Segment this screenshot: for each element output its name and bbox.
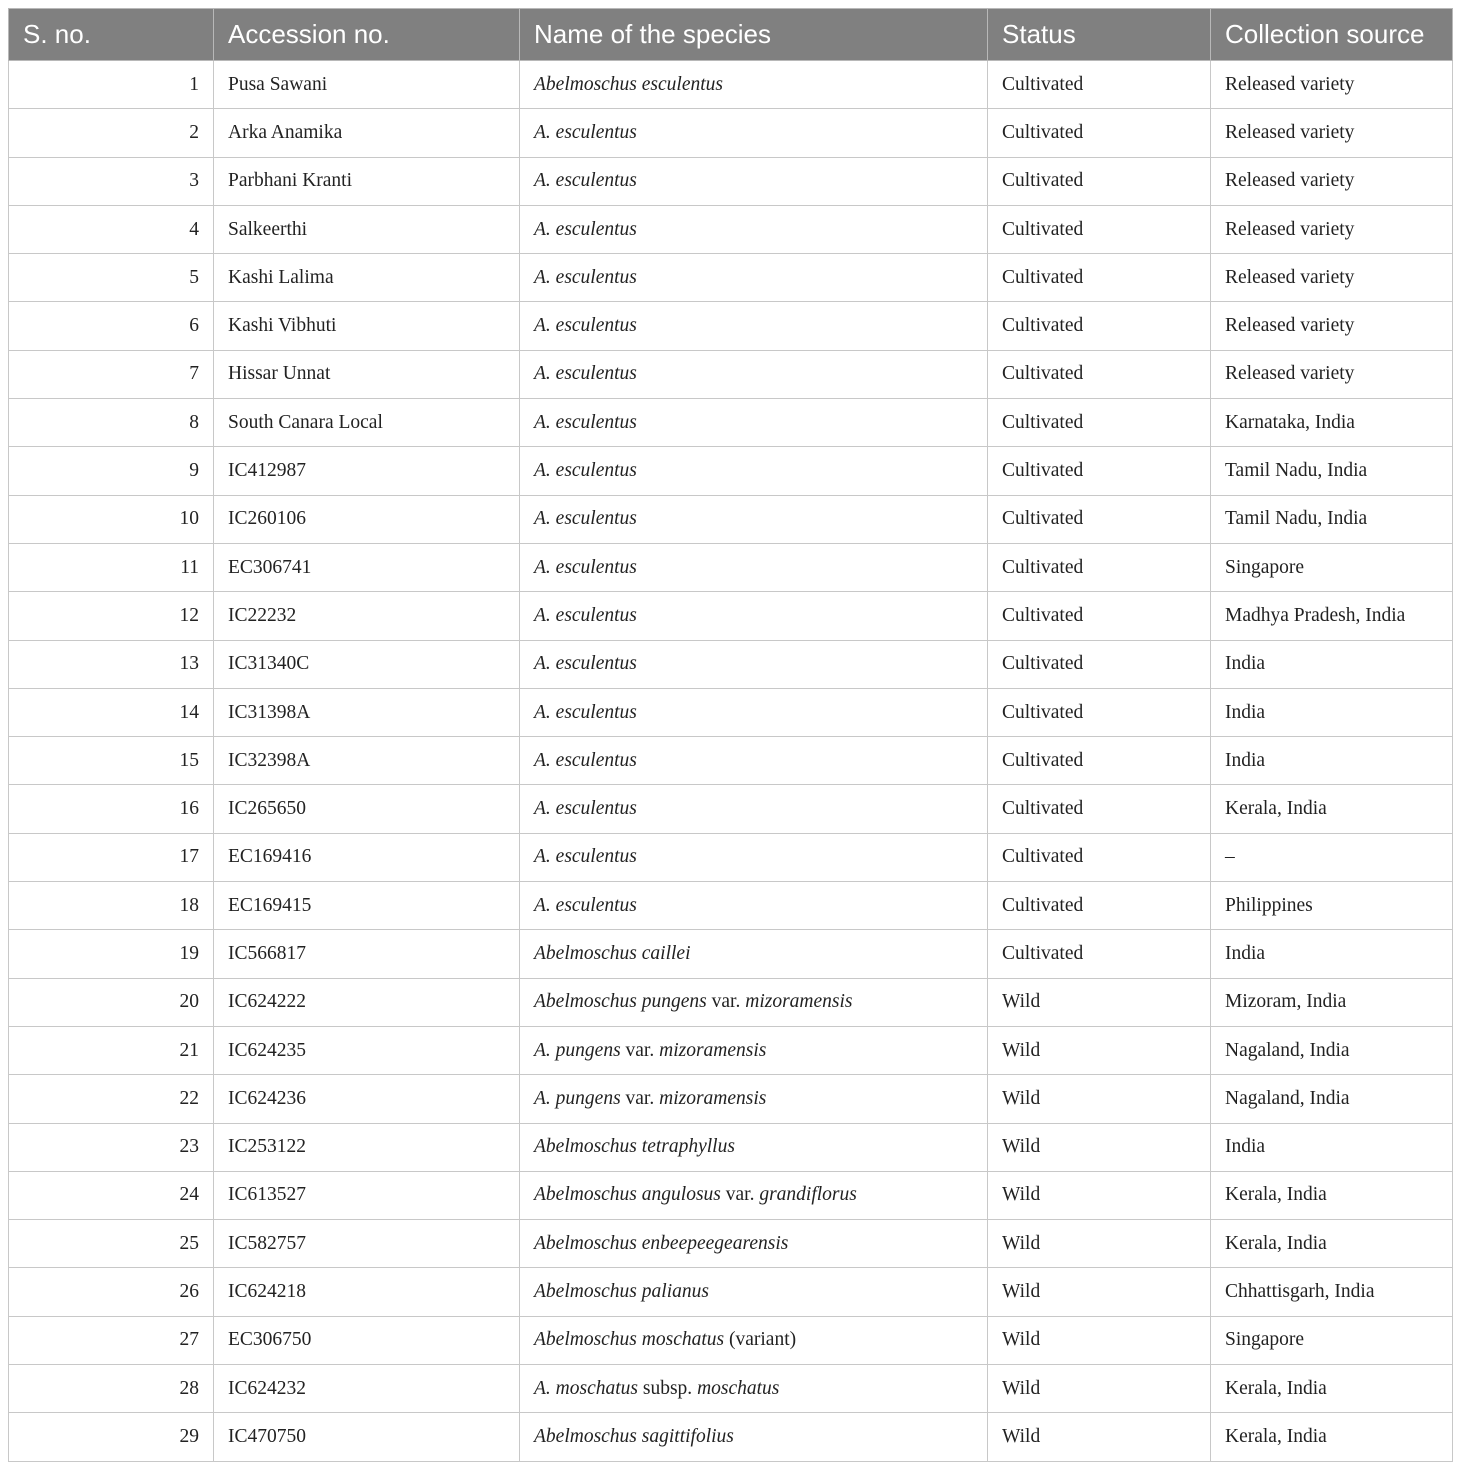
species-name-italic: Abelmoschus tetraphyllus — [534, 1136, 735, 1158]
species-name-italic: Abelmoschus pungens — [534, 991, 707, 1013]
cell-species — [520, 833, 988, 881]
table-row — [9, 302, 1453, 350]
table-body — [9, 61, 1453, 1462]
cell-accession: IC624222 — [214, 978, 520, 1026]
species-name-italic: A. esculentus — [534, 266, 637, 288]
cell-source: India — [1211, 737, 1453, 785]
cell-accession: IC253122 — [214, 1123, 520, 1171]
species-name-italic: A. esculentus — [534, 411, 637, 433]
cell-accession: EC306750 — [214, 1316, 520, 1364]
cell-accession: Kashi Vibhuti — [214, 302, 520, 350]
cell-source: Released variety — [1211, 61, 1453, 109]
cell-species — [520, 350, 988, 398]
cell-source: Released variety — [1211, 157, 1453, 205]
species-name-italic: A. moschatus — [534, 1377, 638, 1399]
cell-source: Kerala, India — [1211, 1413, 1453, 1461]
table-row — [9, 592, 1453, 640]
cell-species — [520, 930, 988, 978]
species-qualifier: var. — [620, 1039, 660, 1061]
species-name-italic: A. esculentus — [534, 556, 637, 578]
table-row — [9, 785, 1453, 833]
cell-species — [520, 592, 988, 640]
cell-species — [520, 543, 988, 591]
cell-species — [520, 1220, 988, 1268]
cell-status: Cultivated — [988, 302, 1211, 350]
cell-species — [520, 495, 988, 543]
cell-status: Cultivated — [988, 543, 1211, 591]
table-row — [9, 495, 1453, 543]
species-name-italic: Abelmoschus caillei — [534, 942, 691, 964]
cell-status: Cultivated — [988, 205, 1211, 253]
cell-accession: IC265650 — [214, 785, 520, 833]
table-row — [9, 205, 1453, 253]
species-name-italic: mizoramensis — [745, 991, 853, 1013]
table-row — [9, 688, 1453, 736]
cell-sno: 11 — [9, 543, 214, 591]
cell-source: Tamil Nadu, India — [1211, 447, 1453, 495]
cell-source: Chhattisgarh, India — [1211, 1268, 1453, 1316]
cell-status: Cultivated — [988, 447, 1211, 495]
cell-status: Cultivated — [988, 592, 1211, 640]
table-header — [9, 9, 1453, 61]
species-name-italic: A. esculentus — [534, 315, 637, 337]
species-name-italic: Abelmoschus enbeepeegearensis — [534, 1232, 789, 1254]
species-name-italic: Abelmoschus esculentus — [534, 73, 724, 95]
cell-accession: IC31398A — [214, 688, 520, 736]
table-row — [9, 399, 1453, 447]
cell-status: Cultivated — [988, 688, 1211, 736]
table-row — [9, 1026, 1453, 1074]
species-name-italic: A. esculentus — [534, 121, 637, 143]
cell-accession: IC31340C — [214, 640, 520, 688]
cell-accession: EC169415 — [214, 882, 520, 930]
cell-sno: 24 — [9, 1171, 214, 1219]
cell-source: Singapore — [1211, 543, 1453, 591]
cell-species — [520, 61, 988, 109]
cell-sno: 6 — [9, 302, 214, 350]
species-name-italic: A. esculentus — [534, 460, 637, 482]
cell-accession: EC306741 — [214, 543, 520, 591]
table-row — [9, 737, 1453, 785]
table-row — [9, 1075, 1453, 1123]
cell-status: Cultivated — [988, 833, 1211, 881]
cell-source: Kerala, India — [1211, 1220, 1453, 1268]
table-row — [9, 930, 1453, 978]
cell-status: Cultivated — [988, 109, 1211, 157]
table-row — [9, 640, 1453, 688]
table-container — [8, 8, 1452, 1462]
header-status: Status — [988, 9, 1211, 61]
cell-status: Cultivated — [988, 399, 1211, 447]
cell-accession: IC470750 — [214, 1413, 520, 1461]
cell-accession: Parbhani Kranti — [214, 157, 520, 205]
header-accession: Accession no. — [214, 9, 520, 61]
species-name-italic: A. pungens — [534, 1087, 621, 1109]
species-name-italic: A. esculentus — [534, 846, 637, 868]
cell-sno: 3 — [9, 157, 214, 205]
cell-sno: 16 — [9, 785, 214, 833]
cell-sno: 14 — [9, 688, 214, 736]
cell-species — [520, 1365, 988, 1413]
cell-accession: IC624235 — [214, 1026, 520, 1074]
species-name-italic: Abelmoschus sagittifolius — [534, 1425, 734, 1447]
table-row — [9, 1413, 1453, 1461]
cell-accession: Salkeerthi — [214, 205, 520, 253]
cell-status: Cultivated — [988, 882, 1211, 930]
table-row — [9, 543, 1453, 591]
cell-accession: Kashi Lalima — [214, 254, 520, 302]
cell-status: Cultivated — [988, 785, 1211, 833]
table-row — [9, 447, 1453, 495]
accessions-table — [8, 8, 1453, 1462]
cell-source: Released variety — [1211, 350, 1453, 398]
cell-species — [520, 1171, 988, 1219]
cell-status: Cultivated — [988, 61, 1211, 109]
cell-status: Wild — [988, 1316, 1211, 1364]
cell-species — [520, 688, 988, 736]
cell-sno: 4 — [9, 205, 214, 253]
cell-sno: 17 — [9, 833, 214, 881]
species-name-italic: Abelmoschus moschatus — [534, 1329, 725, 1351]
cell-sno: 7 — [9, 350, 214, 398]
cell-species — [520, 254, 988, 302]
cell-source: Karnataka, India — [1211, 399, 1453, 447]
cell-source: Released variety — [1211, 302, 1453, 350]
table-row — [9, 61, 1453, 109]
table-row — [9, 1316, 1453, 1364]
species-name-italic: grandiflorus — [759, 1184, 857, 1206]
cell-species — [520, 1123, 988, 1171]
cell-species — [520, 737, 988, 785]
table-row — [9, 882, 1453, 930]
cell-sno: 2 — [9, 109, 214, 157]
table-row — [9, 1123, 1453, 1171]
cell-sno: 25 — [9, 1220, 214, 1268]
cell-sno: 10 — [9, 495, 214, 543]
cell-sno: 20 — [9, 978, 214, 1026]
cell-sno: 5 — [9, 254, 214, 302]
cell-source: Kerala, India — [1211, 1365, 1453, 1413]
cell-accession: Pusa Sawani — [214, 61, 520, 109]
cell-accession: EC169416 — [214, 833, 520, 881]
cell-accession: IC582757 — [214, 1220, 520, 1268]
cell-species — [520, 447, 988, 495]
table-row — [9, 1268, 1453, 1316]
cell-sno: 28 — [9, 1365, 214, 1413]
cell-status: Wild — [988, 1026, 1211, 1074]
species-name-italic: A. pungens — [534, 1039, 621, 1061]
cell-source: Madhya Pradesh, India — [1211, 592, 1453, 640]
cell-sno: 12 — [9, 592, 214, 640]
table-row — [9, 254, 1453, 302]
cell-species — [520, 157, 988, 205]
header-source: Collection source — [1211, 9, 1453, 61]
cell-sno: 29 — [9, 1413, 214, 1461]
cell-sno: 18 — [9, 882, 214, 930]
cell-source: Released variety — [1211, 109, 1453, 157]
species-qualifier: var. — [706, 991, 746, 1013]
cell-sno: 21 — [9, 1026, 214, 1074]
cell-status: Wild — [988, 1220, 1211, 1268]
cell-source: Tamil Nadu, India — [1211, 495, 1453, 543]
cell-species — [520, 1316, 988, 1364]
cell-status: Wild — [988, 1123, 1211, 1171]
cell-source: Kerala, India — [1211, 1171, 1453, 1219]
cell-accession: Hissar Unnat — [214, 350, 520, 398]
cell-accession: IC260106 — [214, 495, 520, 543]
species-name-italic: A. esculentus — [534, 653, 637, 675]
cell-source: Mizoram, India — [1211, 978, 1453, 1026]
cell-accession: IC22232 — [214, 592, 520, 640]
table-row — [9, 1220, 1453, 1268]
cell-sno: 13 — [9, 640, 214, 688]
species-name-italic: A. esculentus — [534, 170, 637, 192]
cell-source: Released variety — [1211, 205, 1453, 253]
species-name-italic: A. esculentus — [534, 218, 637, 240]
cell-species — [520, 302, 988, 350]
cell-sno: 19 — [9, 930, 214, 978]
cell-status: Wild — [988, 1075, 1211, 1123]
cell-sno: 1 — [9, 61, 214, 109]
cell-species — [520, 1268, 988, 1316]
cell-accession: South Canara Local — [214, 399, 520, 447]
cell-status: Wild — [988, 1171, 1211, 1219]
cell-status: Wild — [988, 1365, 1211, 1413]
cell-source: Singapore — [1211, 1316, 1453, 1364]
species-name-italic: A. esculentus — [534, 508, 637, 530]
table-row — [9, 109, 1453, 157]
cell-accession: IC566817 — [214, 930, 520, 978]
cell-sno: 9 — [9, 447, 214, 495]
cell-status: Cultivated — [988, 930, 1211, 978]
cell-status: Cultivated — [988, 737, 1211, 785]
species-name-italic: A. esculentus — [534, 749, 637, 771]
species-name-italic: A. esculentus — [534, 798, 637, 820]
cell-species — [520, 882, 988, 930]
header-row — [9, 9, 1453, 61]
cell-source: India — [1211, 688, 1453, 736]
species-name-italic: A. esculentus — [534, 604, 637, 626]
cell-species — [520, 1413, 988, 1461]
species-name-italic: moschatus — [697, 1377, 780, 1399]
cell-accession: IC624236 — [214, 1075, 520, 1123]
cell-status: Cultivated — [988, 495, 1211, 543]
cell-sno: 8 — [9, 399, 214, 447]
species-name-italic: Abelmoschus angulosus — [534, 1184, 721, 1206]
cell-source: Nagaland, India — [1211, 1026, 1453, 1074]
species-name-italic: A. esculentus — [534, 894, 637, 916]
cell-accession: IC613527 — [214, 1171, 520, 1219]
table-row — [9, 978, 1453, 1026]
cell-accession: IC624232 — [214, 1365, 520, 1413]
cell-species — [520, 640, 988, 688]
cell-source: Kerala, India — [1211, 785, 1453, 833]
cell-species — [520, 978, 988, 1026]
species-qualifier: var. — [620, 1087, 660, 1109]
species-qualifier: (variant) — [724, 1329, 797, 1351]
cell-species — [520, 785, 988, 833]
cell-source: India — [1211, 640, 1453, 688]
table-row — [9, 1171, 1453, 1219]
species-name-italic: A. esculentus — [534, 701, 637, 723]
cell-source: – — [1211, 833, 1453, 881]
table-row — [9, 157, 1453, 205]
cell-source: Nagaland, India — [1211, 1075, 1453, 1123]
species-name-italic: A. esculentus — [534, 363, 637, 385]
cell-status: Cultivated — [988, 254, 1211, 302]
cell-species — [520, 399, 988, 447]
cell-species — [520, 1075, 988, 1123]
header-sno: S. no. — [9, 9, 214, 61]
cell-status: Wild — [988, 978, 1211, 1026]
cell-source: India — [1211, 1123, 1453, 1171]
cell-species — [520, 1026, 988, 1074]
cell-source: India — [1211, 930, 1453, 978]
species-name-italic: mizoramensis — [659, 1039, 767, 1061]
cell-sno: 22 — [9, 1075, 214, 1123]
cell-accession: Arka Anamika — [214, 109, 520, 157]
cell-status: Cultivated — [988, 157, 1211, 205]
table-row — [9, 350, 1453, 398]
cell-source: Released variety — [1211, 254, 1453, 302]
table-row — [9, 833, 1453, 881]
cell-sno: 15 — [9, 737, 214, 785]
table-row — [9, 1365, 1453, 1413]
cell-source: Philippines — [1211, 882, 1453, 930]
cell-status: Wild — [988, 1268, 1211, 1316]
cell-status: Cultivated — [988, 350, 1211, 398]
cell-sno: 26 — [9, 1268, 214, 1316]
cell-status: Cultivated — [988, 640, 1211, 688]
species-name-italic: mizoramensis — [659, 1087, 767, 1109]
header-species: Name of the species — [520, 9, 988, 61]
cell-species — [520, 109, 988, 157]
species-name-italic: Abelmoschus palianus — [534, 1281, 709, 1303]
cell-species — [520, 205, 988, 253]
cell-accession: IC624218 — [214, 1268, 520, 1316]
cell-sno: 27 — [9, 1316, 214, 1364]
species-qualifier: var. — [720, 1184, 760, 1206]
cell-accession: IC412987 — [214, 447, 520, 495]
cell-status: Wild — [988, 1413, 1211, 1461]
species-qualifier: subsp. — [638, 1377, 698, 1399]
cell-accession: IC32398A — [214, 737, 520, 785]
cell-sno: 23 — [9, 1123, 214, 1171]
